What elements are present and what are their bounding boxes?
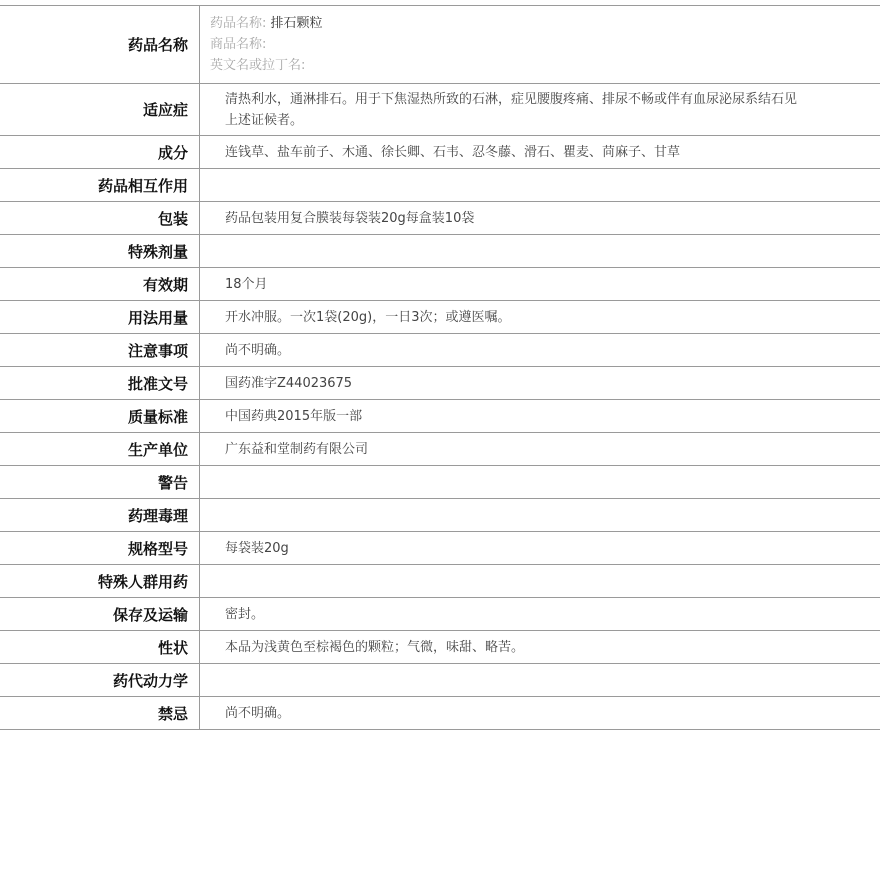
row-indications — [0, 84, 880, 136]
row-specification — [0, 532, 880, 565]
row-value — [200, 664, 880, 696]
row-value: 开水冲服。一次1袋(20g)，一日3次；或遵医嘱。 — [225, 309, 511, 325]
drug-name-block — [200, 6, 880, 83]
row-value — [200, 565, 880, 597]
drug-name-key: 药品名称: — [210, 16, 267, 31]
row-label: 适应症 — [0, 84, 200, 135]
row-warning — [0, 466, 880, 499]
row-label: 保存及运输 — [0, 598, 200, 630]
drug-name-line — [210, 13, 323, 34]
row-value — [200, 169, 880, 201]
row-label: 性状 — [0, 631, 200, 663]
row-label: 包装 — [0, 202, 200, 234]
row-label: 批准文号 — [0, 367, 200, 399]
row-special-populations — [0, 565, 880, 598]
row-value: 尚不明确。 — [225, 342, 291, 358]
row-quality-standard — [0, 400, 880, 433]
row-label: 药代动力学 — [0, 664, 200, 696]
row-label: 药品名称 — [0, 6, 200, 83]
row-value: 连钱草、盐车前子、木通、徐长卿、石韦、忍冬藤、滑石、瞿麦、苘麻子、甘草 — [225, 144, 681, 160]
drug-name-value: 排石颗粒 — [270, 16, 323, 31]
row-drug-name — [0, 6, 880, 84]
trade-name-key: 商品名称: — [210, 37, 267, 52]
row-pharmacokinetics — [0, 664, 880, 697]
row-label: 质量标准 — [0, 400, 200, 432]
row-contraindications — [0, 697, 880, 730]
row-label: 成分 — [0, 136, 200, 168]
row-value: 本品为浅黄色至棕褐色的颗粒；气微，味甜、略苦。 — [225, 639, 525, 655]
row-precautions — [0, 334, 880, 367]
row-value: 国药准字Z44023675 — [225, 375, 353, 391]
row-value: 广东益和堂制药有限公司 — [225, 441, 369, 457]
row-label: 药品相互作用 — [0, 169, 200, 201]
english-name-key: 英文名或拉丁名: — [210, 58, 306, 73]
row-value: 药品包装用复合膜装每袋装20g每盒装10袋 — [225, 210, 475, 226]
row-value: 中国药典2015年版一部 — [225, 408, 363, 424]
row-value: 每袋装20g — [225, 540, 289, 556]
row-label: 生产单位 — [0, 433, 200, 465]
row-pharmacology-toxicology — [0, 499, 880, 532]
row-label: 药理毒理 — [0, 499, 200, 531]
row-usage-dosage — [0, 301, 880, 334]
row-label: 有效期 — [0, 268, 200, 300]
row-value: 18个月 — [225, 276, 268, 292]
row-manufacturer — [0, 433, 880, 466]
row-shelf-life — [0, 268, 880, 301]
row-label: 特殊人群用药 — [0, 565, 200, 597]
row-value — [200, 235, 880, 267]
row-storage-transport — [0, 598, 880, 631]
row-label: 禁忌 — [0, 697, 200, 729]
row-value: 密封。 — [225, 606, 265, 622]
row-appearance — [0, 631, 880, 664]
row-value — [200, 466, 880, 498]
row-label: 注意事项 — [0, 334, 200, 366]
row-ingredients — [0, 136, 880, 169]
row-packaging — [0, 202, 880, 235]
row-drug-interactions — [0, 169, 880, 202]
row-label: 规格型号 — [0, 532, 200, 564]
row-value: 尚不明确。 — [225, 705, 291, 721]
drug-spec-table — [0, 5, 880, 730]
row-value — [200, 499, 880, 531]
row-label: 警告 — [0, 466, 200, 498]
row-approval-number — [0, 367, 880, 400]
trade-name-line — [210, 34, 266, 55]
row-value: 清热利水，通淋排石。用于下焦湿热所致的石淋，症见腰腹疼痛、排尿不畅或伴有血尿泌尿系结石见上述证候者。 — [225, 92, 798, 128]
row-label: 特殊剂量 — [0, 235, 200, 267]
row-special-dosage — [0, 235, 880, 268]
row-label: 用法用量 — [0, 301, 200, 333]
english-name-line — [210, 55, 305, 76]
